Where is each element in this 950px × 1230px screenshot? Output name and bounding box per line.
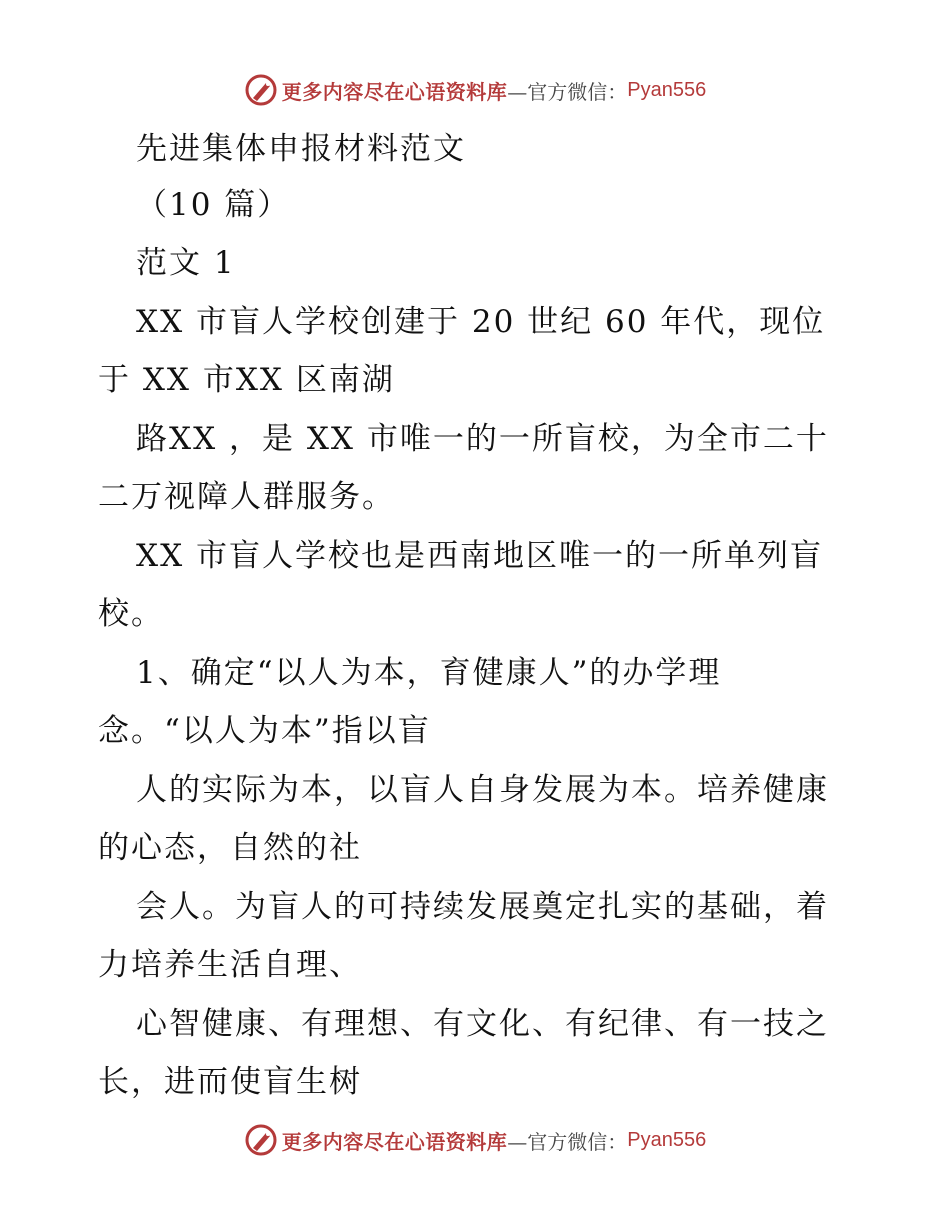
paragraph-line: 念。“以人为本”指以盲	[98, 713, 431, 749]
banner-label-text: —官方微信：	[507, 1129, 628, 1154]
paragraph-line: 于 XX 市XX 区南湖	[98, 362, 395, 398]
paragraph-line: 力培养生活自理、	[98, 947, 362, 983]
paragraph-line: 人的实际为本，以盲人自身发展为本。培养健康	[136, 772, 829, 808]
banner-brand-text: 更多内容尽在心语资料库	[281, 79, 508, 104]
paragraph-line: 1、确定“以人为本，育健康人”的办学理	[136, 655, 722, 691]
paragraph-line: 校。	[98, 596, 164, 632]
paragraph-line: XX 市盲人学校也是西南地区唯一的一所单列盲	[136, 538, 823, 574]
footer-watermark	[0, 1120, 950, 1160]
paragraph-line: 的心态，自然的社	[98, 830, 362, 866]
paragraph-line: 长，进而使盲生树	[98, 1064, 362, 1100]
document-title: 先进集体申报材料范文	[136, 131, 466, 167]
document-subtitle: （10 篇）	[136, 187, 291, 223]
section-heading: 范文 1	[136, 245, 236, 281]
banner-wechat-id: Pyan556	[627, 78, 707, 101]
banner-brand-text: 更多内容尽在心语资料库	[281, 1129, 508, 1154]
paragraph-line: XX 市盲人学校创建于 20 世纪 60 年代，现位	[136, 304, 826, 340]
banner-label-text: —官方微信：	[507, 79, 628, 104]
paragraph-line: 会人。为盲人的可持续发展奠定扎实的基础，着	[136, 889, 829, 925]
pen-logo-icon	[244, 1123, 278, 1157]
banner-wechat-id: Pyan556	[627, 1128, 707, 1151]
paragraph-line: 路XX ，是 XX 市唯一的一所盲校，为全市二十	[136, 421, 829, 457]
paragraph-line: 心智健康、有理想、有文化、有纪律、有一技之	[136, 1006, 829, 1042]
paragraph-line: 二万视障人群服务。	[98, 479, 395, 515]
